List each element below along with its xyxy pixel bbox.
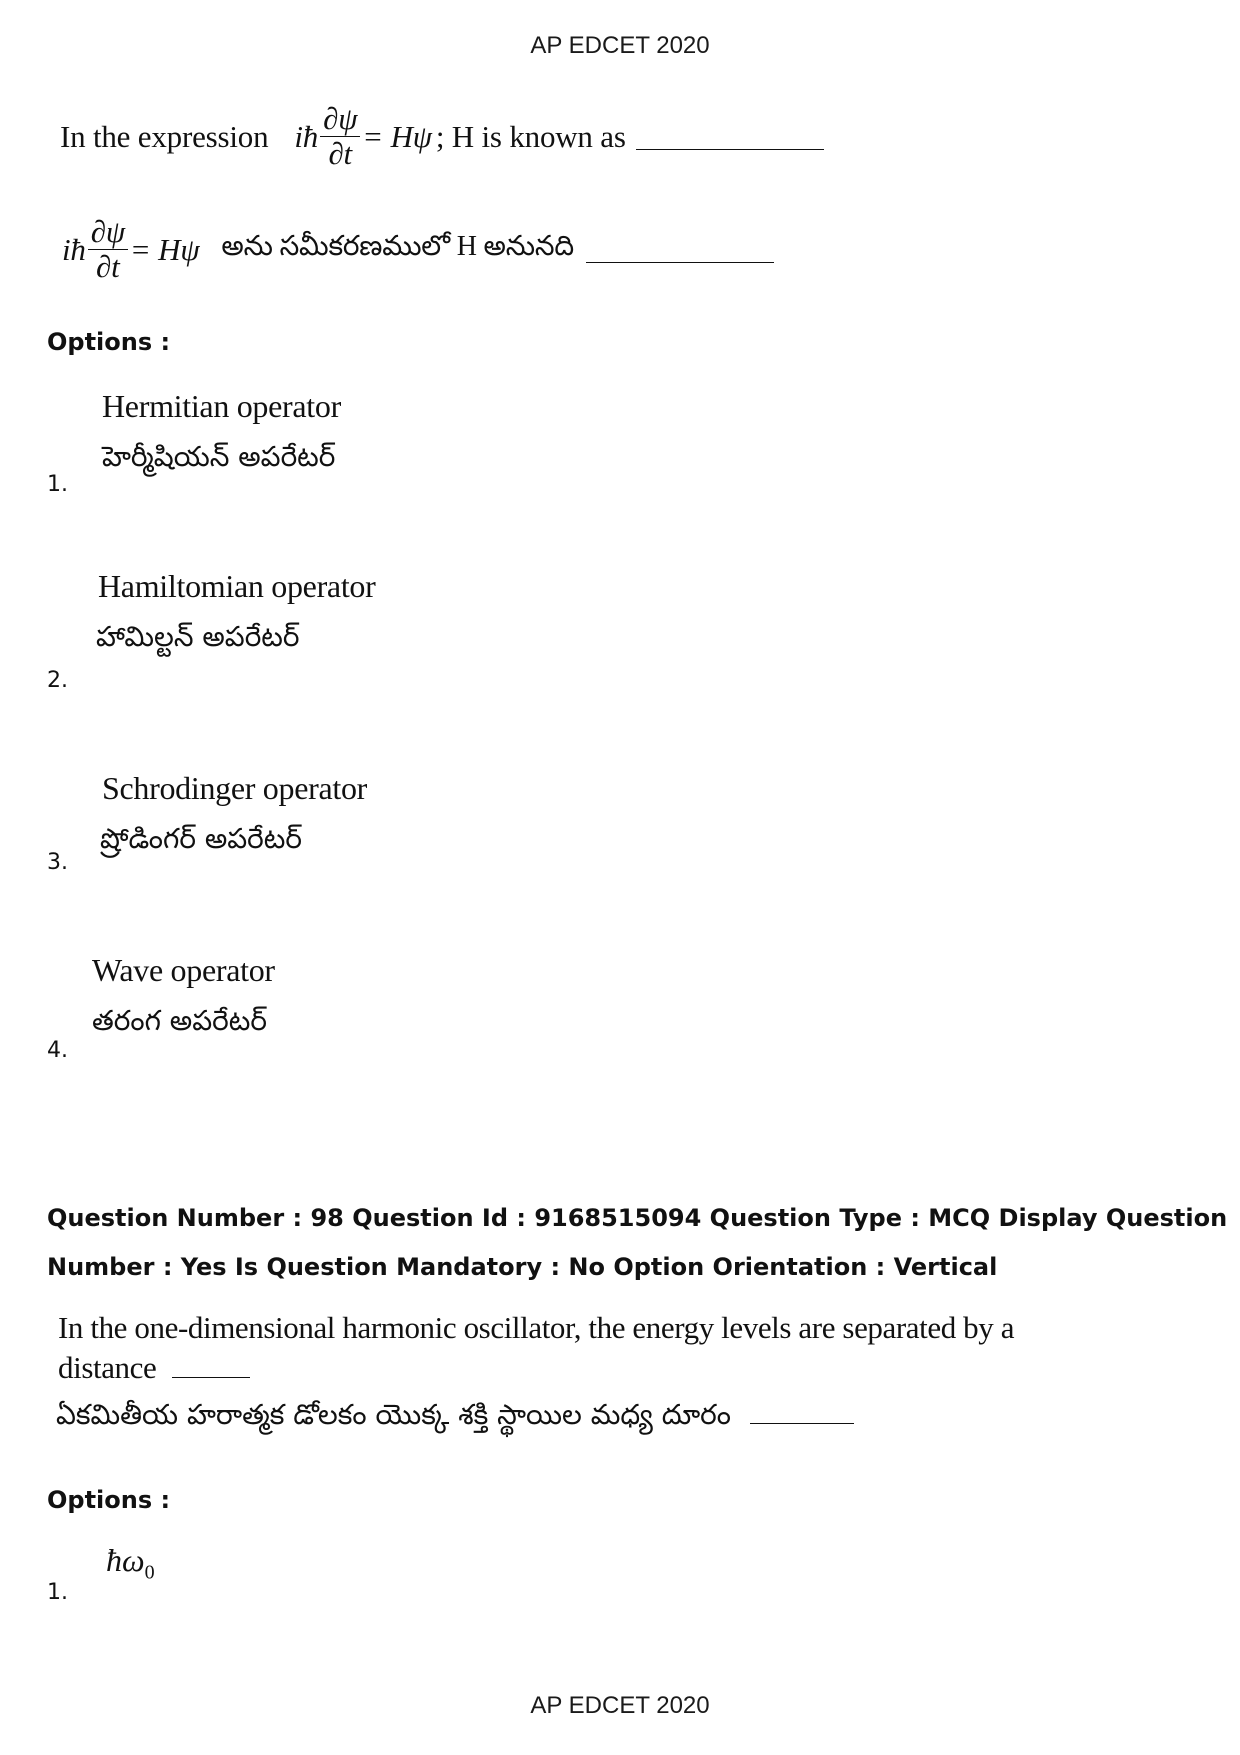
- fraction-numerator-te: ∂ψ: [88, 216, 128, 250]
- option-1-text-en: Hermitian operator: [102, 388, 341, 424]
- question-prefix: In the expression: [60, 119, 269, 154]
- question-suffix: ; H is known as: [435, 119, 626, 154]
- equation-rhs-te: = Hψ: [129, 232, 200, 267]
- question-98-text-en-line-1: In the one-dimensional harmonic oscillator, the energy levels are separated by a: [58, 1310, 1015, 1345]
- equation-fraction: [320, 103, 360, 171]
- option-1-text-te: హెర్మీషియన్ అపరేటర్: [102, 440, 336, 473]
- equation-fraction-te: [88, 216, 128, 284]
- question-text-en: [60, 92, 824, 182]
- fraction-numerator: ∂ψ: [320, 103, 360, 137]
- option-2-number: 2.: [47, 668, 68, 693]
- question-meta-line-1: Question Number : 98 Question Id : 9168515094 Question Type : MCQ Display Question: [47, 1204, 1228, 1232]
- equation-rhs: = Hψ: [362, 119, 432, 154]
- option-4-text-te: తరంగ అపరేటర్: [92, 1004, 267, 1037]
- option-2-text-en: Hamiltomian operator: [98, 568, 376, 604]
- question-98-text-en-line-2: distance: [58, 1350, 157, 1385]
- question-text-te: [62, 205, 774, 295]
- options-label-98: Options :: [47, 1486, 171, 1514]
- option-1-number: 1.: [47, 472, 68, 497]
- page-header: AP EDCET 2020: [530, 32, 710, 59]
- fraction-denominator-te: ∂t: [96, 248, 120, 284]
- answer-blank-98: [172, 1355, 250, 1378]
- equation-lhs-te: iħ: [62, 232, 86, 267]
- question-meta-line-2: Number : Yes Is Question Mandatory : No Option Orientation : Vertical: [47, 1253, 998, 1281]
- answer-blank-98-te: [750, 1401, 854, 1424]
- option-98-1-symbol: ħω: [106, 1542, 145, 1578]
- question-98-text-te: ఏకమితీయ హరాత్మక డోలకం యొక్క శక్తి స్థాయిల మధ్య దూరం: [56, 1398, 731, 1431]
- answer-blank: [636, 125, 824, 150]
- option-3-number: 3.: [47, 850, 68, 875]
- option-98-1-math: [106, 1542, 155, 1584]
- equation-lhs: iħ: [294, 119, 319, 154]
- option-3-text-en: Schrodinger operator: [102, 770, 368, 806]
- option-98-1-subscript: 0: [144, 1561, 155, 1584]
- question-98-text-en-line-2-wrap: [58, 1348, 250, 1388]
- options-label: Options :: [47, 328, 171, 356]
- option-4-text-en: Wave operator: [92, 952, 275, 988]
- answer-blank-te: [586, 238, 774, 263]
- option-2-text-te: హామిల్టన్ అపరేటర్: [96, 620, 300, 653]
- option-4-number: 4.: [47, 1038, 68, 1063]
- option-3-text-te: ష్రోడింగర్ అపరేటర్: [100, 822, 302, 855]
- option-98-1-number: 1.: [47, 1580, 68, 1605]
- question-98-text-te-wrap: [56, 1398, 854, 1438]
- fraction-denominator: ∂t: [328, 135, 352, 171]
- page-footer: AP EDCET 2020: [530, 1692, 710, 1719]
- question-suffix-te: అను సమీకరణములో H అనునది: [221, 231, 574, 262]
